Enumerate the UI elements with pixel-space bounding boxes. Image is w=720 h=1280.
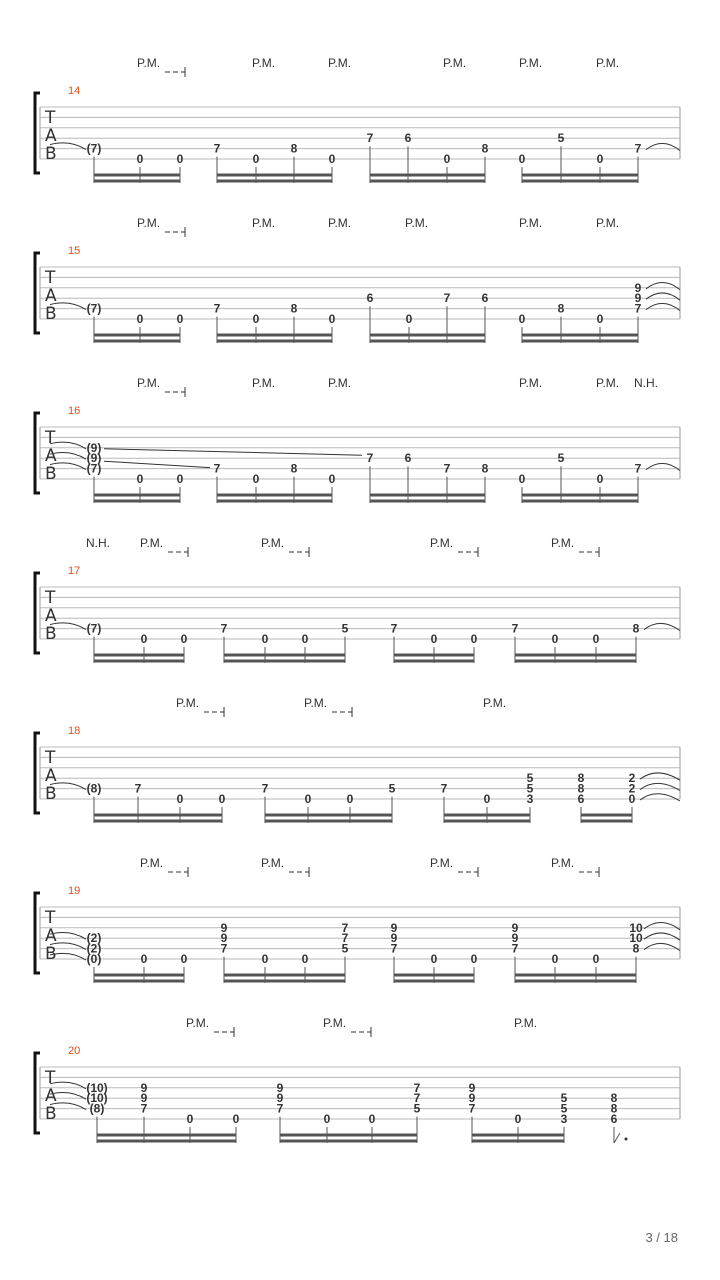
page-number: 3 / 18 — [645, 1230, 678, 1245]
articulation-label: P.M. — [430, 536, 454, 550]
tab-clef-letter: T — [45, 428, 56, 448]
fret-number: 7 — [390, 621, 398, 636]
tie-arc — [640, 794, 680, 801]
fret-number: 0 — [136, 312, 144, 326]
tie-arc — [644, 623, 680, 630]
articulation-label: P.M. — [551, 536, 575, 550]
fret-number: 5 — [560, 1091, 568, 1106]
fret-number: 0 — [551, 952, 559, 966]
fret-number: 0 — [483, 792, 491, 806]
system-brace — [35, 733, 40, 813]
tie-arc — [646, 143, 680, 150]
articulation-label: N.H. — [634, 376, 658, 390]
fret-number: 6 — [404, 451, 412, 466]
articulation-label: P.M. — [252, 56, 276, 70]
fret-number: 0 — [328, 312, 336, 326]
fret-number: 6 — [404, 131, 412, 146]
articulation-label: P.M. — [514, 1016, 538, 1030]
fret-number: 7 — [390, 941, 398, 956]
articulation-label: P.M. — [261, 856, 285, 870]
articulation-label: P.M. — [186, 1016, 210, 1030]
tab-clef-letter: T — [45, 108, 56, 128]
fret-number: 7 — [213, 301, 221, 316]
fret-number: 0 — [140, 632, 148, 646]
fret-number: 7 — [213, 141, 221, 156]
fret-number: (7) — [86, 301, 102, 316]
articulation-label: P.M. — [176, 696, 200, 710]
fret-number: 10 — [629, 931, 643, 946]
fret-number: 9 — [468, 1091, 476, 1106]
system-brace — [35, 573, 40, 653]
fret-number: 0 — [140, 952, 148, 966]
fret-number: 7 — [220, 941, 228, 956]
tie-arc — [640, 773, 680, 780]
tab-clef-letter: T — [45, 588, 56, 608]
fret-number: 7 — [443, 461, 451, 476]
fret-number: 9 — [276, 1091, 284, 1106]
tab-clef-letter: B — [45, 1104, 57, 1124]
measure-number: 16 — [68, 405, 81, 417]
fret-number: 9 — [390, 920, 398, 935]
system-brace — [35, 93, 40, 173]
fret-number: 0 — [368, 1112, 376, 1126]
fret-number: 5 — [526, 781, 534, 796]
articulation-label: P.M. — [596, 56, 620, 70]
fret-number: 9 — [468, 1080, 476, 1095]
fret-number: 6 — [577, 792, 585, 806]
tie-arc — [646, 303, 680, 310]
fret-number: 5 — [526, 771, 534, 786]
articulation-label: P.M. — [140, 856, 164, 870]
fret-number: 6 — [366, 291, 374, 306]
fret-number: 2 — [628, 771, 636, 786]
fret-number: 0 — [430, 952, 438, 966]
system-brace — [35, 893, 40, 973]
fret-number: 9 — [140, 1091, 148, 1106]
articulation-label: P.M. — [252, 216, 276, 230]
fret-number: 7 — [276, 1101, 284, 1116]
measure-number: 20 — [68, 1045, 81, 1057]
fret-number: 5 — [557, 451, 565, 466]
fret-number: (2) — [86, 941, 102, 956]
tab-clef-letter: B — [45, 144, 57, 164]
fret-number: 5 — [557, 131, 565, 146]
fret-number: 10 — [629, 920, 643, 935]
articulation-label: P.M. — [252, 376, 276, 390]
fret-number: 7 — [261, 781, 269, 796]
tab-clef-letter: A — [45, 446, 57, 466]
fret-number: 8 — [290, 461, 298, 476]
tie-arc — [644, 923, 680, 930]
fret-number: 9 — [511, 931, 519, 946]
fret-number: 0 — [180, 632, 188, 646]
tab-clef-letter: T — [45, 268, 56, 288]
tie-arc — [646, 283, 680, 290]
tab-clef-letter: A — [45, 286, 57, 306]
fret-number: 5 — [341, 941, 349, 956]
articulation-label: P.M. — [551, 856, 575, 870]
fret-number: 7 — [134, 781, 142, 796]
articulation-label: P.M. — [328, 376, 352, 390]
fret-number: 0 — [514, 1112, 522, 1126]
tab-clef-letter: B — [45, 464, 57, 484]
articulation-label: P.M. — [328, 56, 352, 70]
fret-number: (10) — [86, 1080, 108, 1095]
fret-number: (9) — [86, 440, 102, 455]
tie-arc — [644, 933, 680, 940]
measure-number: 15 — [68, 245, 81, 257]
fret-number: (8) — [89, 1101, 105, 1116]
fret-number: 9 — [140, 1080, 148, 1095]
fret-number: 7 — [440, 781, 448, 796]
fret-number: 7 — [213, 461, 221, 476]
fret-number: (8) — [86, 781, 102, 796]
fret-number: 0 — [218, 792, 226, 806]
fret-number: 0 — [261, 952, 269, 966]
fret-number: (7) — [86, 621, 102, 636]
tie-arc — [646, 463, 680, 470]
fret-number: 0 — [176, 792, 184, 806]
articulation-label: P.M. — [261, 536, 285, 550]
articulation-label: P.M. — [430, 856, 454, 870]
fret-number: 7 — [341, 931, 349, 946]
fret-number: (10) — [86, 1091, 108, 1106]
note-flag — [614, 1133, 620, 1143]
tie-arc — [646, 293, 680, 300]
articulation-label: N.H. — [86, 536, 110, 550]
fret-number: 0 — [470, 632, 478, 646]
articulation-label: P.M. — [596, 216, 620, 230]
articulation-label: P.M. — [483, 696, 507, 710]
articulation-label: P.M. — [596, 376, 620, 390]
fret-number: 0 — [176, 312, 184, 326]
fret-number: 7 — [634, 461, 642, 476]
fret-number: 8 — [481, 141, 489, 156]
fret-number: 0 — [301, 632, 309, 646]
fret-number: 0 — [252, 312, 260, 326]
fret-number: 8 — [290, 301, 298, 316]
tie-arc — [640, 783, 680, 790]
fret-number: 8 — [290, 141, 298, 156]
fret-number: (7) — [86, 141, 102, 156]
fret-number: 7 — [220, 621, 228, 636]
fret-number: 0 — [592, 952, 600, 966]
fret-number: 0 — [301, 952, 309, 966]
fret-number: 0 — [430, 632, 438, 646]
slide-line — [104, 449, 362, 455]
fret-number: 0 — [596, 152, 604, 166]
fret-number: (7) — [86, 461, 102, 476]
fret-number: 0 — [628, 792, 636, 806]
tab-clef-letter: B — [45, 304, 57, 324]
fret-number: 7 — [443, 291, 451, 306]
fret-number: 0 — [518, 312, 526, 326]
fret-number: 8 — [557, 301, 565, 316]
articulation-label: P.M. — [140, 536, 164, 550]
fret-number: 0 — [596, 312, 604, 326]
fret-number: 0 — [176, 472, 184, 486]
fret-number: 7 — [140, 1101, 148, 1116]
fret-number: 0 — [136, 152, 144, 166]
tab-clef-letter: A — [45, 1086, 57, 1106]
fret-number: 8 — [610, 1091, 618, 1106]
fret-number: 7 — [413, 1091, 421, 1106]
fret-number: 0 — [252, 472, 260, 486]
fret-number: (9) — [86, 451, 102, 466]
fret-number: 8 — [577, 771, 585, 786]
tab-clef-letter: T — [45, 1068, 56, 1088]
fret-number: 7 — [634, 141, 642, 156]
fret-number: 6 — [481, 291, 489, 306]
fret-number: 7 — [341, 920, 349, 935]
articulation-label: P.M. — [405, 216, 429, 230]
fret-number: 0 — [304, 792, 312, 806]
articulation-label: P.M. — [323, 1016, 347, 1030]
fret-number: 0 — [405, 312, 413, 326]
system-brace — [35, 1053, 40, 1133]
fret-number: 9 — [634, 280, 642, 295]
fret-number: 9 — [220, 920, 228, 935]
tie-arc — [644, 943, 680, 950]
articulation-label: P.M. — [519, 56, 543, 70]
fret-number: 0 — [328, 152, 336, 166]
tab-clef-letter: A — [45, 126, 57, 146]
fret-number: 3 — [560, 1112, 568, 1126]
tab-clef-letter: B — [45, 784, 57, 804]
fret-number: 9 — [634, 291, 642, 306]
articulation-label: P.M. — [443, 56, 467, 70]
fret-number: 7 — [468, 1101, 476, 1116]
fret-number: 0 — [551, 632, 559, 646]
fret-number: 7 — [634, 301, 642, 316]
tab-clef-letter: T — [45, 748, 56, 768]
fret-number: 0 — [252, 152, 260, 166]
measure-number: 18 — [68, 725, 81, 737]
dot — [625, 1138, 628, 1141]
fret-number: (2) — [86, 931, 102, 946]
fret-number: 0 — [346, 792, 354, 806]
fret-number: 9 — [390, 931, 398, 946]
articulation-label: P.M. — [304, 696, 328, 710]
fret-number: 7 — [413, 1080, 421, 1095]
fret-number: 8 — [632, 621, 640, 636]
tab-clef-letter: A — [45, 766, 57, 786]
system-brace — [35, 253, 40, 333]
tab-clef-letter: A — [45, 926, 57, 946]
fret-number: 0 — [176, 152, 184, 166]
tab-clef-letter: B — [45, 944, 57, 964]
fret-number: 7 — [366, 451, 374, 466]
fret-number: 7 — [511, 941, 519, 956]
fret-number: 9 — [511, 920, 519, 935]
fret-number: 0 — [232, 1112, 240, 1126]
fret-number: 5 — [341, 621, 349, 636]
measure-number: 19 — [68, 885, 81, 897]
fret-number: 5 — [413, 1101, 421, 1116]
fret-number: 8 — [632, 941, 640, 956]
fret-number: 8 — [610, 1101, 618, 1116]
fret-number: 5 — [388, 781, 396, 796]
measure-number: 14 — [68, 85, 81, 97]
tab-clef-letter: A — [45, 606, 57, 626]
fret-number: 6 — [610, 1112, 618, 1126]
fret-number: 0 — [136, 472, 144, 486]
fret-number: 2 — [628, 781, 636, 796]
fret-number: 0 — [186, 1112, 194, 1126]
fret-number: 0 — [180, 952, 188, 966]
fret-number: 0 — [443, 152, 451, 166]
fret-number: 3 — [526, 792, 534, 806]
articulation-label: P.M. — [137, 376, 161, 390]
fret-number: 8 — [577, 781, 585, 796]
tab-clef-letter: T — [45, 908, 56, 928]
measure-number: 17 — [68, 565, 81, 577]
articulation-label: P.M. — [137, 216, 161, 230]
fret-number: 0 — [261, 632, 269, 646]
tab-clef-letter: B — [45, 624, 57, 644]
fret-number: 9 — [220, 931, 228, 946]
fret-number: 0 — [518, 152, 526, 166]
system-brace — [35, 413, 40, 493]
articulation-label: P.M. — [519, 216, 543, 230]
fret-number: 0 — [323, 1112, 331, 1126]
articulation-label: P.M. — [328, 216, 352, 230]
fret-number: 0 — [592, 632, 600, 646]
fret-number: 9 — [276, 1080, 284, 1095]
fret-number: 0 — [470, 952, 478, 966]
articulation-label: P.M. — [137, 56, 161, 70]
fret-number: 5 — [560, 1101, 568, 1116]
fret-number: (0) — [86, 952, 102, 966]
fret-number: 7 — [366, 131, 374, 146]
fret-number: 0 — [596, 472, 604, 486]
fret-number: 0 — [328, 472, 336, 486]
fret-number: 8 — [481, 461, 489, 476]
articulation-label: P.M. — [519, 376, 543, 390]
slide-line — [104, 461, 210, 467]
fret-number: 0 — [518, 472, 526, 486]
fret-number: 7 — [511, 621, 519, 636]
